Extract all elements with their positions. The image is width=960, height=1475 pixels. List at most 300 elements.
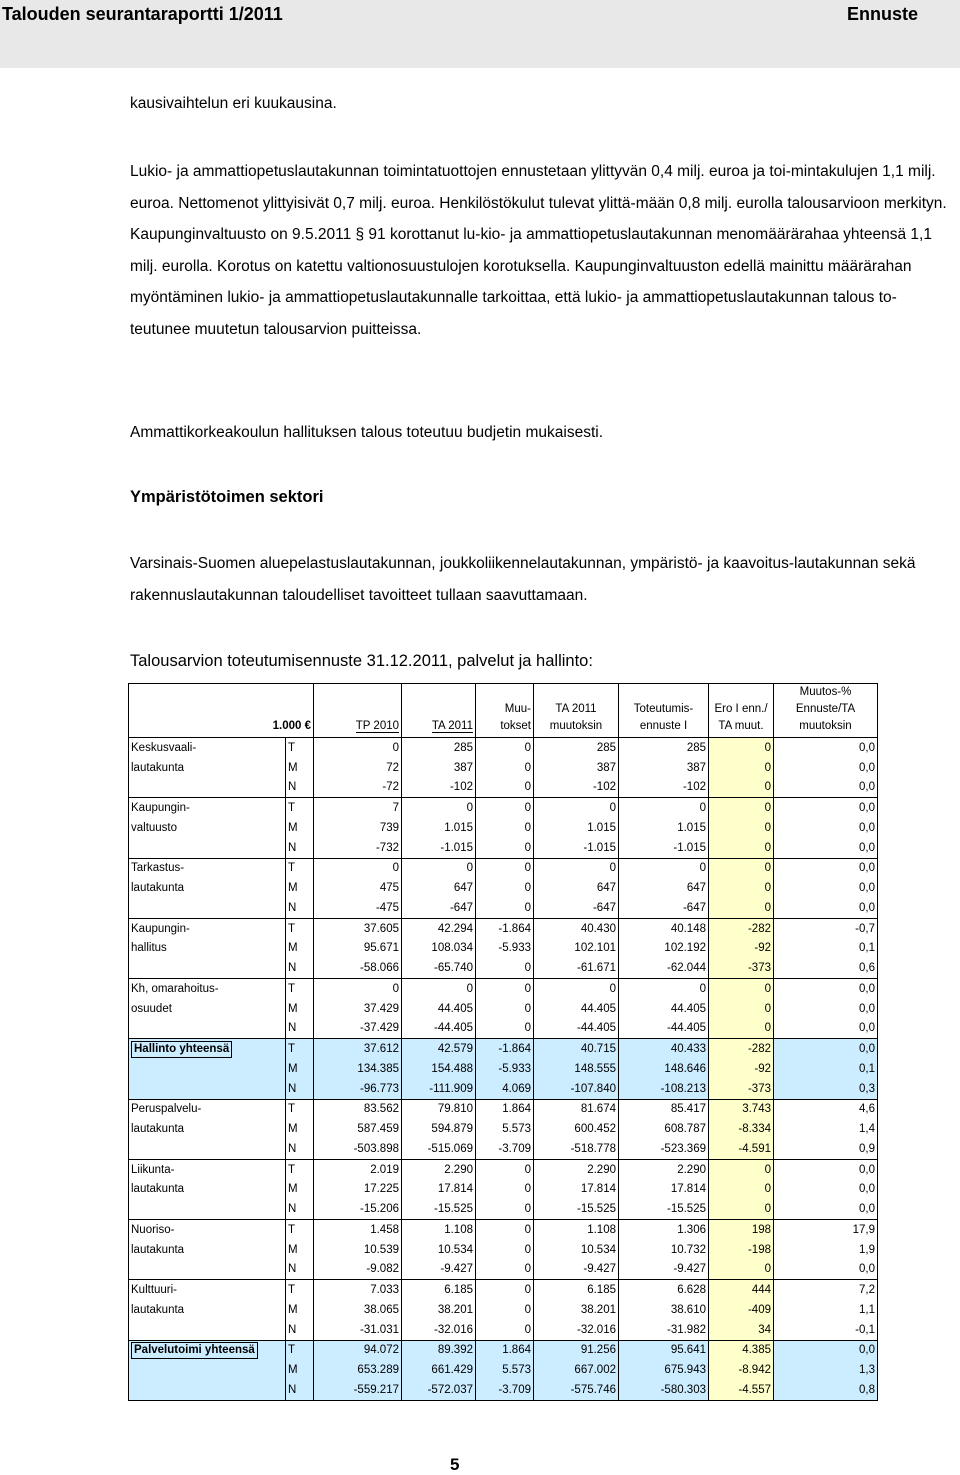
cell-ennuste: 387 xyxy=(619,758,709,778)
cell-code: N xyxy=(286,1380,314,1400)
cell-ta-muutoksin: 0 xyxy=(534,858,619,878)
cell-muutos-pct: 4,6 xyxy=(774,1099,878,1119)
table-row xyxy=(129,1220,878,1240)
cell-muutos-pct: 0,0 xyxy=(774,999,878,1019)
cell-muutos-pct: 1,4 xyxy=(774,1119,878,1139)
cell-name: hallitus xyxy=(129,939,286,959)
cell-ta2011: 387 xyxy=(402,758,476,778)
table-row xyxy=(129,798,878,818)
cell-tp2010: 17.225 xyxy=(314,1180,402,1200)
cell-name: lautakunta xyxy=(129,1119,286,1139)
table-row xyxy=(129,878,878,898)
unit-text: 1.000 € xyxy=(272,720,311,732)
col-ero xyxy=(709,684,774,738)
cell-ta2011: 6.185 xyxy=(402,1280,476,1300)
cell-muutokset: 0 xyxy=(476,738,534,758)
cell-ta2011: 89.392 xyxy=(402,1340,476,1360)
cell-tp2010: -475 xyxy=(314,898,402,918)
cell-muutos-pct: 0,3 xyxy=(774,1079,878,1099)
table-row xyxy=(129,778,878,798)
cell-ta2011: -9.427 xyxy=(402,1260,476,1280)
cell-muutos-pct: 0,0 xyxy=(774,1159,878,1179)
cell-muutos-pct: 0,0 xyxy=(774,798,878,818)
cell-name: lautakunta xyxy=(129,878,286,898)
cell-tp2010: 38.065 xyxy=(314,1300,402,1320)
cell-code: N xyxy=(286,1019,314,1039)
cell-ta-muutoksin: 647 xyxy=(534,878,619,898)
cell-muutokset: 5.573 xyxy=(476,1119,534,1139)
cell-tp2010: -72 xyxy=(314,778,402,798)
cell-ennuste: 102.192 xyxy=(619,939,709,959)
cell-name xyxy=(129,898,286,918)
cell-ero: 444 xyxy=(709,1280,774,1300)
table-row xyxy=(129,979,878,999)
table-body xyxy=(129,738,878,1401)
cell-tp2010: 0 xyxy=(314,858,402,878)
cell-ennuste: -62.044 xyxy=(619,958,709,978)
col-muutos-pct-line1: Muutos-% xyxy=(799,686,852,698)
cell-ero: 3.743 xyxy=(709,1099,774,1119)
cell-ta-muutoksin: 81.674 xyxy=(534,1099,619,1119)
cell-muutos-pct: 0,0 xyxy=(774,1340,878,1360)
table-row xyxy=(129,1019,878,1039)
cell-ennuste: -580.303 xyxy=(619,1380,709,1400)
cell-muutos-pct: 0,0 xyxy=(774,858,878,878)
cell-ta-muutoksin: -102 xyxy=(534,778,619,798)
col-ta2011-label: TA 2011 xyxy=(431,720,473,732)
cell-ero: -282 xyxy=(709,918,774,938)
cell-code: N xyxy=(286,1320,314,1340)
cell-ero: 0 xyxy=(709,838,774,858)
cell-tp2010: -9.082 xyxy=(314,1260,402,1280)
cell-ennuste: -108.213 xyxy=(619,1079,709,1099)
cell-muutokset: 0 xyxy=(476,958,534,978)
cell-ero: -92 xyxy=(709,1059,774,1079)
cell-ta-muutoksin: 0 xyxy=(534,798,619,818)
cell-muutokset: 0 xyxy=(476,1240,534,1260)
cell-code: T xyxy=(286,1280,314,1300)
cell-ta-muutoksin: 1.015 xyxy=(534,818,619,838)
cell-muutokset: 0 xyxy=(476,1300,534,1320)
cell-name: Tarkastus- xyxy=(129,858,286,878)
col-ta2011 xyxy=(402,684,476,738)
table-row xyxy=(129,1139,878,1159)
cell-tp2010: 37.605 xyxy=(314,918,402,938)
cell-name xyxy=(129,1360,286,1380)
cell-ennuste: 85.417 xyxy=(619,1099,709,1119)
cell-muutokset: 5.573 xyxy=(476,1360,534,1380)
col-tp2010-label: TP 2010 xyxy=(355,720,399,732)
cell-name: Kaupungin- xyxy=(129,918,286,938)
cell-name xyxy=(129,1340,286,1360)
cell-code: M xyxy=(286,758,314,778)
cell-code: M xyxy=(286,939,314,959)
paragraph-1: kausivaihtelun eri kuukausina. xyxy=(130,95,337,112)
cell-muutos-pct: 17,9 xyxy=(774,1220,878,1240)
cell-ta2011: 285 xyxy=(402,738,476,758)
cell-ero: -4.557 xyxy=(709,1380,774,1400)
cell-ero: 0 xyxy=(709,858,774,878)
cell-ta2011: 1.108 xyxy=(402,1220,476,1240)
cell-ero: 0 xyxy=(709,1019,774,1039)
cell-ta-muutoksin: 600.452 xyxy=(534,1119,619,1139)
table-row xyxy=(129,999,878,1019)
total-label: Hallinto yhteensä xyxy=(131,1041,232,1058)
cell-ero: 0 xyxy=(709,1199,774,1219)
cell-tp2010: 7 xyxy=(314,798,402,818)
cell-tp2010: 2.019 xyxy=(314,1159,402,1179)
table-row xyxy=(129,1099,878,1119)
cell-tp2010: -732 xyxy=(314,838,402,858)
cell-ta2011: -647 xyxy=(402,898,476,918)
cell-name: valtuusto xyxy=(129,818,286,838)
cell-name xyxy=(129,1019,286,1039)
cell-ennuste: 40.148 xyxy=(619,918,709,938)
col-muutokset-line2: tokset xyxy=(500,720,531,732)
cell-ero: 34 xyxy=(709,1320,774,1340)
cell-name xyxy=(129,1320,286,1340)
report-section-label: Ennuste xyxy=(846,4,918,24)
cell-code: T xyxy=(286,979,314,999)
cell-ta-muutoksin: 387 xyxy=(534,758,619,778)
cell-muutos-pct: 0,0 xyxy=(774,818,878,838)
cell-name: Keskusvaali- xyxy=(129,738,286,758)
cell-muutos-pct: 1,9 xyxy=(774,1240,878,1260)
table-row xyxy=(129,818,878,838)
cell-ta-muutoksin: 44.405 xyxy=(534,999,619,1019)
table-row xyxy=(129,758,878,778)
cell-name: lautakunta xyxy=(129,1300,286,1320)
cell-code: T xyxy=(286,1039,314,1059)
cell-tp2010: -58.066 xyxy=(314,958,402,978)
cell-ennuste: 0 xyxy=(619,858,709,878)
cell-ero: 0 xyxy=(709,979,774,999)
cell-name xyxy=(129,1380,286,1400)
cell-tp2010: 587.459 xyxy=(314,1119,402,1139)
cell-ero: 0 xyxy=(709,1180,774,1200)
cell-ta-muutoksin: 6.185 xyxy=(534,1280,619,1300)
cell-ta-muutoksin: 91.256 xyxy=(534,1340,619,1360)
cell-ero: -4.591 xyxy=(709,1139,774,1159)
cell-ero: 0 xyxy=(709,778,774,798)
cell-ero: 0 xyxy=(709,798,774,818)
unit-label xyxy=(129,684,314,738)
cell-muutos-pct: 0,0 xyxy=(774,1019,878,1039)
cell-muutos-pct: 0,0 xyxy=(774,758,878,778)
cell-tp2010: -96.773 xyxy=(314,1079,402,1099)
table-row xyxy=(129,1260,878,1280)
cell-name: Peruspalvelu- xyxy=(129,1099,286,1119)
cell-ta2011: -102 xyxy=(402,778,476,798)
cell-code: N xyxy=(286,1199,314,1219)
page-number: 5 xyxy=(450,1455,460,1474)
paragraph-2: Lukio- ja ammattiopetuslautakunnan toimintatuottojen ennustetaan ylittyvän 0,4 milj. euroa ja toi-mintakulujen 1,1 milj. euroa. Nettomenot ylittyisivät 0,7 milj. euroa. Henkilöstökulut tulevat ylittä-mään 0,8 milj. eurolla talousarvioon merkityn. Kaupunginvaltuusto on 9.5.2011 § 91 korottanut lu-kio- ja ammattiopetuslautakunnan menomäärärahaa yhteensä 1,1 milj. eurolla. Korotus on katettu valtionosuustulojen korotuksella. Kaupunginvaltuuston edellä mainittu määrärahan myöntäminen lukio- ja ammattiopetuslautakunnalle tarkoittaa, että lukio- ja ammattiopetuslautakunnan talous to-teutunee muutetun talousarvion puitteissa. xyxy=(130,163,947,338)
cell-ero: 0 xyxy=(709,1260,774,1280)
cell-muutos-pct: 0,6 xyxy=(774,958,878,978)
cell-muutos-pct: 0,0 xyxy=(774,1180,878,1200)
report-title: Talouden seurantaraportti 1/2011 xyxy=(2,4,283,24)
cell-tp2010: 653.289 xyxy=(314,1360,402,1380)
cell-tp2010: -503.898 xyxy=(314,1139,402,1159)
cell-ta-muutoksin: -61.671 xyxy=(534,958,619,978)
cell-code: N xyxy=(286,1079,314,1099)
table-row xyxy=(129,1199,878,1219)
paragraph-3: Ammattikorkeakoulun hallituksen talous toteutuu budjetin mukaisesti. xyxy=(130,424,604,441)
cell-code: T xyxy=(286,1099,314,1119)
cell-ero: 198 xyxy=(709,1220,774,1240)
cell-ta2011: 10.534 xyxy=(402,1240,476,1260)
cell-muutos-pct: 7,2 xyxy=(774,1280,878,1300)
cell-ennuste: 608.787 xyxy=(619,1119,709,1139)
cell-muutokset: 0 xyxy=(476,999,534,1019)
cell-muutokset: 0 xyxy=(476,778,534,798)
cell-muutokset: -1.864 xyxy=(476,918,534,938)
table-row xyxy=(129,1380,878,1400)
col-ta-muutoksin-line1: TA 2011 xyxy=(555,703,597,715)
table-row xyxy=(129,1280,878,1300)
table-row xyxy=(129,939,878,959)
cell-code: T xyxy=(286,1340,314,1360)
cell-name xyxy=(129,1260,286,1280)
cell-name xyxy=(129,1199,286,1219)
cell-code: M xyxy=(286,818,314,838)
cell-name xyxy=(129,838,286,858)
cell-ta2011: -572.037 xyxy=(402,1380,476,1400)
cell-ennuste: 1.015 xyxy=(619,818,709,838)
table-row xyxy=(129,1300,878,1320)
cell-code: N xyxy=(286,1260,314,1280)
cell-muutos-pct: 0,8 xyxy=(774,1380,878,1400)
col-tp2010 xyxy=(314,684,402,738)
cell-tp2010: -37.429 xyxy=(314,1019,402,1039)
cell-code: M xyxy=(286,1360,314,1380)
table-row xyxy=(129,1240,878,1260)
cell-ennuste: 675.943 xyxy=(619,1360,709,1380)
col-muutos-pct-line3: muutoksin xyxy=(799,720,852,732)
cell-code: T xyxy=(286,798,314,818)
cell-ta2011: 38.201 xyxy=(402,1300,476,1320)
cell-code: T xyxy=(286,918,314,938)
cell-ennuste: -1.015 xyxy=(619,838,709,858)
cell-code: T xyxy=(286,858,314,878)
cell-muutokset: 0 xyxy=(476,1320,534,1340)
cell-code: N xyxy=(286,838,314,858)
cell-code: M xyxy=(286,1180,314,1200)
cell-ta2011: 594.879 xyxy=(402,1119,476,1139)
cell-tp2010: 72 xyxy=(314,758,402,778)
cell-ta-muutoksin: 40.715 xyxy=(534,1039,619,1059)
cell-muutokset: 0 xyxy=(476,1220,534,1240)
cell-ero: 0 xyxy=(709,999,774,1019)
cell-muutokset: 0 xyxy=(476,1280,534,1300)
cell-muutokset: -5.933 xyxy=(476,939,534,959)
cell-muutos-pct: 0,1 xyxy=(774,1059,878,1079)
cell-ennuste: 40.433 xyxy=(619,1039,709,1059)
section-heading: Ympäristötoimen sektori xyxy=(130,488,324,506)
cell-muutos-pct: 1,3 xyxy=(774,1360,878,1380)
cell-ennuste: -44.405 xyxy=(619,1019,709,1039)
cell-code: M xyxy=(286,1059,314,1079)
col-muutokset-line1: Muu- xyxy=(504,703,531,715)
cell-muutos-pct: -0,7 xyxy=(774,918,878,938)
cell-code: T xyxy=(286,1220,314,1240)
cell-code: M xyxy=(286,1240,314,1260)
cell-ennuste: -15.525 xyxy=(619,1199,709,1219)
cell-ero: -282 xyxy=(709,1039,774,1059)
cell-muutos-pct: 0,9 xyxy=(774,1139,878,1159)
cell-tp2010: 37.612 xyxy=(314,1039,402,1059)
cell-muutokset: 0 xyxy=(476,798,534,818)
cell-tp2010: -15.206 xyxy=(314,1199,402,1219)
cell-muutokset: 0 xyxy=(476,1159,534,1179)
cell-muutokset: 4.069 xyxy=(476,1079,534,1099)
cell-ta-muutoksin: -15.525 xyxy=(534,1199,619,1219)
cell-ta-muutoksin: 667.002 xyxy=(534,1360,619,1380)
table-row xyxy=(129,1320,878,1340)
cell-ta2011: 647 xyxy=(402,878,476,898)
cell-code: N xyxy=(286,1139,314,1159)
cell-ero: -92 xyxy=(709,939,774,959)
cell-muutos-pct: 0,0 xyxy=(774,838,878,858)
cell-ero: -409 xyxy=(709,1300,774,1320)
cell-tp2010: 0 xyxy=(314,979,402,999)
cell-ta2011: 42.579 xyxy=(402,1039,476,1059)
cell-muutos-pct: -0,1 xyxy=(774,1320,878,1340)
table-row xyxy=(129,1079,878,1099)
cell-ta2011: 42.294 xyxy=(402,918,476,938)
cell-name xyxy=(129,1059,286,1079)
cell-ennuste: 0 xyxy=(619,979,709,999)
cell-ennuste: 6.628 xyxy=(619,1280,709,1300)
table-row xyxy=(129,1340,878,1360)
cell-muutos-pct: 0,0 xyxy=(774,898,878,918)
cell-name: Nuoriso- xyxy=(129,1220,286,1240)
cell-muutos-pct: 0,1 xyxy=(774,939,878,959)
col-ta-muutoksin xyxy=(534,684,619,738)
cell-tp2010: 0 xyxy=(314,738,402,758)
cell-muutos-pct: 0,0 xyxy=(774,878,878,898)
cell-ta-muutoksin: 102.101 xyxy=(534,939,619,959)
cell-tp2010: 37.429 xyxy=(314,999,402,1019)
cell-ta-muutoksin: 40.430 xyxy=(534,918,619,938)
cell-ennuste: 95.641 xyxy=(619,1340,709,1360)
cell-ta2011: 154.488 xyxy=(402,1059,476,1079)
table-row xyxy=(129,898,878,918)
cell-ta-muutoksin: 285 xyxy=(534,738,619,758)
cell-code: N xyxy=(286,778,314,798)
cell-tp2010: -31.031 xyxy=(314,1320,402,1340)
cell-ta2011: 0 xyxy=(402,858,476,878)
col-muutokset xyxy=(476,684,534,738)
cell-ta2011: 17.814 xyxy=(402,1180,476,1200)
cell-muutokset: 0 xyxy=(476,1199,534,1219)
cell-name: lautakunta xyxy=(129,1180,286,1200)
cell-ta2011: 1.015 xyxy=(402,818,476,838)
cell-ta2011: 108.034 xyxy=(402,939,476,959)
cell-muutokset: -5.933 xyxy=(476,1059,534,1079)
cell-ta-muutoksin: -575.746 xyxy=(534,1380,619,1400)
cell-ennuste: -102 xyxy=(619,778,709,798)
paragraph-4: Varsinais-Suomen aluepelastuslautakunnan, joukkoliikennelautakunnan, ympäristö- ja kaavoitus-lautakunnan sekä rakennuslautakunnan taloudelliset tavoitteet tullaan saavuttamaan. xyxy=(130,555,916,604)
cell-ta2011: 0 xyxy=(402,979,476,999)
col-toteutumisennuste-line1: Toteutumis- xyxy=(633,703,694,715)
col-ero-line1: Ero I enn./ xyxy=(714,703,768,715)
cell-muutokset: 0 xyxy=(476,1180,534,1200)
cell-muutos-pct: 0,0 xyxy=(774,1039,878,1059)
cell-code: T xyxy=(286,1159,314,1179)
cell-ta-muutoksin: 148.555 xyxy=(534,1059,619,1079)
cell-ero: -198 xyxy=(709,1240,774,1260)
table-row xyxy=(129,918,878,938)
cell-muutokset: 0 xyxy=(476,1260,534,1280)
cell-muutos-pct: 0,0 xyxy=(774,979,878,999)
cell-ta-muutoksin: -107.840 xyxy=(534,1079,619,1099)
cell-code: M xyxy=(286,878,314,898)
cell-ta2011: 79.810 xyxy=(402,1099,476,1119)
col-ero-line2: TA muut. xyxy=(718,720,764,732)
cell-ta-muutoksin: 10.534 xyxy=(534,1240,619,1260)
table-title: Talousarvion toteutumisennuste 31.12.2011, palvelut ja hallinto: xyxy=(130,652,593,670)
cell-ta-muutoksin: -44.405 xyxy=(534,1019,619,1039)
cell-name: lautakunta xyxy=(129,758,286,778)
cell-ero: 0 xyxy=(709,878,774,898)
cell-ta-muutoksin: 38.201 xyxy=(534,1300,619,1320)
cell-ennuste: 285 xyxy=(619,738,709,758)
cell-code: N xyxy=(286,898,314,918)
budget-table xyxy=(128,683,878,1401)
cell-name xyxy=(129,1079,286,1099)
cell-ta-muutoksin: -1.015 xyxy=(534,838,619,858)
cell-name xyxy=(129,958,286,978)
cell-code: M xyxy=(286,1300,314,1320)
cell-muutokset: 0 xyxy=(476,758,534,778)
col-toteutumisennuste xyxy=(619,684,709,738)
cell-ta-muutoksin: 17.814 xyxy=(534,1180,619,1200)
table-row xyxy=(129,1159,878,1179)
cell-muutokset: 0 xyxy=(476,818,534,838)
table-row xyxy=(129,1360,878,1380)
table-row xyxy=(129,1039,878,1059)
cell-name: Liikunta- xyxy=(129,1159,286,1179)
cell-ta2011: 2.290 xyxy=(402,1159,476,1179)
cell-tp2010: 475 xyxy=(314,878,402,898)
cell-ta2011: -111.909 xyxy=(402,1079,476,1099)
page-header xyxy=(0,0,960,68)
table-row xyxy=(129,858,878,878)
cell-muutos-pct: 0,0 xyxy=(774,738,878,758)
cell-muutokset: 1.864 xyxy=(476,1099,534,1119)
table-row xyxy=(129,1059,878,1079)
cell-name: Kulttuuri- xyxy=(129,1280,286,1300)
cell-muutokset: 0 xyxy=(476,898,534,918)
total-label: Palvelutoimi yhteensä xyxy=(131,1342,258,1359)
cell-name: lautakunta xyxy=(129,1240,286,1260)
cell-ta-muutoksin: -32.016 xyxy=(534,1320,619,1340)
col-muutos-pct xyxy=(774,684,878,738)
cell-muutos-pct: 0,0 xyxy=(774,1260,878,1280)
cell-ennuste: 2.290 xyxy=(619,1159,709,1179)
col-toteutumisennuste-line2: ennuste I xyxy=(639,720,688,732)
cell-name xyxy=(129,1039,286,1059)
cell-code: M xyxy=(286,999,314,1019)
cell-muutokset: 0 xyxy=(476,979,534,999)
cell-ta2011: -1.015 xyxy=(402,838,476,858)
cell-ennuste: -647 xyxy=(619,898,709,918)
cell-muutos-pct: 0,0 xyxy=(774,1199,878,1219)
cell-ero: -373 xyxy=(709,958,774,978)
cell-ta-muutoksin: 1.108 xyxy=(534,1220,619,1240)
table-row xyxy=(129,1119,878,1139)
